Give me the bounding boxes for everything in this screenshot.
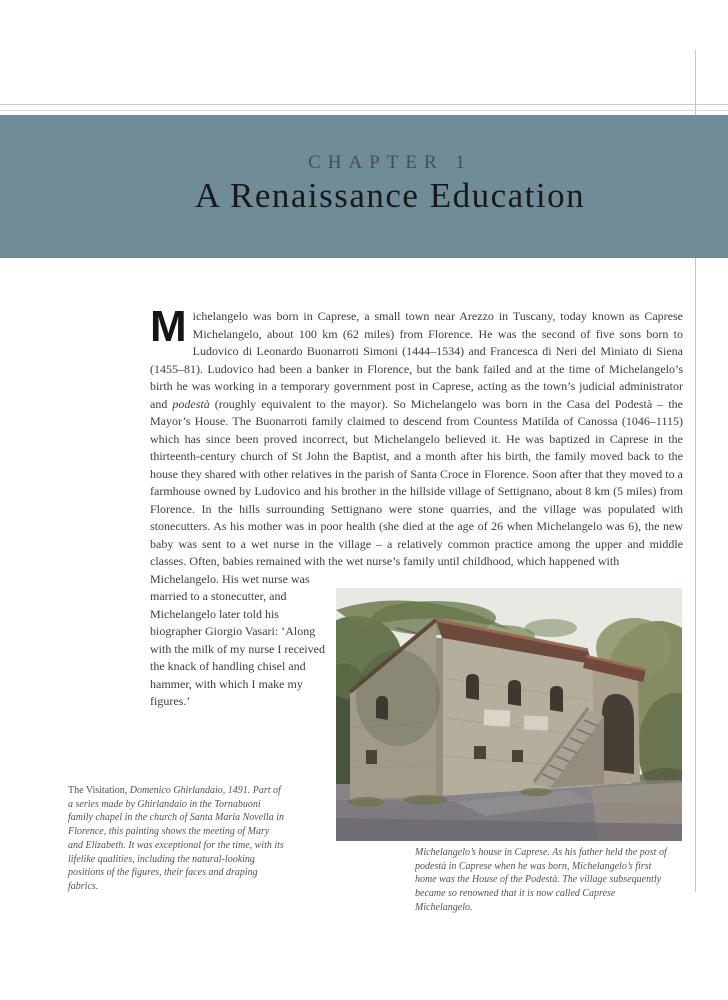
chapter-band (0, 115, 728, 258)
visitation-caption-title: The Visitation, (68, 785, 128, 796)
paragraph-segment-2: (roughly equivalent to the mayor). So Michelangelo was born in the Casa del Podestà – the Mayor’s House. The Buonarroti family claimed to descend from Countess Matilda of Canossa (1046–1115) which has since been proved incorrect, but Michelangelo believed it. He was baptized in Caprese in the thirteenth-century church of St John the Baptist, and a month after his birth, the family moved back to the house they shared with other relatives in the parish of Santa Croce in Florence. Soon after that they moved to a farmhouse owned by Ludovico and his brother in the hillside village of Settignano, about 8 km (5 miles) from Florence. In the hills surrounding Settignano were stone quarries, and the village was populated with stonecutters. As his mother was in poor health (she died at the age of 26 when Michelangelo was 6), the new baby was sent to a wet nurse in the village – a relatively common practice among the upper and middle classes. Often, babies remained with the wet nurse’s family until childhood, which happened with (150, 396, 683, 568)
narrow-paragraph: Michelangelo. His wet nurse was married to a stonecutter, and Michelangelo later told his biographer Giorgio Vasari: ‘Along with the milk of my nurse I received the knack of handling chisel and hammer, with which I make my figures.’ (150, 571, 325, 708)
drop-cap: M (150, 302, 187, 351)
paragraph-segment-1: ichelangelo was born in Caprese, a small town near Arezzo in Tuscany, today known as Caprese Michelangelo, about 100 km (62 miles) from Florence. He was the second of five sons born to Ludovico di Leonardo Buonarroti Simoni (1444–1534) and Francesca di Neri del Miniato di Siena (1455–81). Ludovico had been a banker in Florence, but the bank failed and at the time of Michelangelo’s birth he was working in a temporary government post in Caprese, acting as the town’s judicial administrator and (150, 309, 683, 411)
main-paragraph (150, 302, 683, 571)
house-photo (336, 588, 682, 841)
top-rule-lower (0, 110, 728, 111)
paragraph-italic-word: podestà (172, 396, 210, 411)
house-caption: Michelangelo’s house in Caprese. As his father held the post of podestà in Caprese when he was born, Michelangelo’s first home was the House of the Podestà. The village subsequently became so renowned that it is now called Caprese Michelangelo. (415, 847, 667, 913)
visitation-caption (68, 784, 286, 894)
chapter-title: A Renaissance Education (194, 176, 586, 215)
top-rule-upper (0, 104, 728, 105)
chapter-label: CHAPTER 1 (308, 152, 472, 173)
visitation-caption-text: Domenico Ghirlandaio, 1491. Part of a series made by Ghirlandaio in the Tornabuoni family chapel in the church of Santa Maria Novella in Florence, this painting shows the meeting of Mary and Elizabeth. It was exceptional for the time, with its lifelike qualities, including the natural-looking positions of the figures, their faces and draping fabrics. (68, 785, 284, 892)
